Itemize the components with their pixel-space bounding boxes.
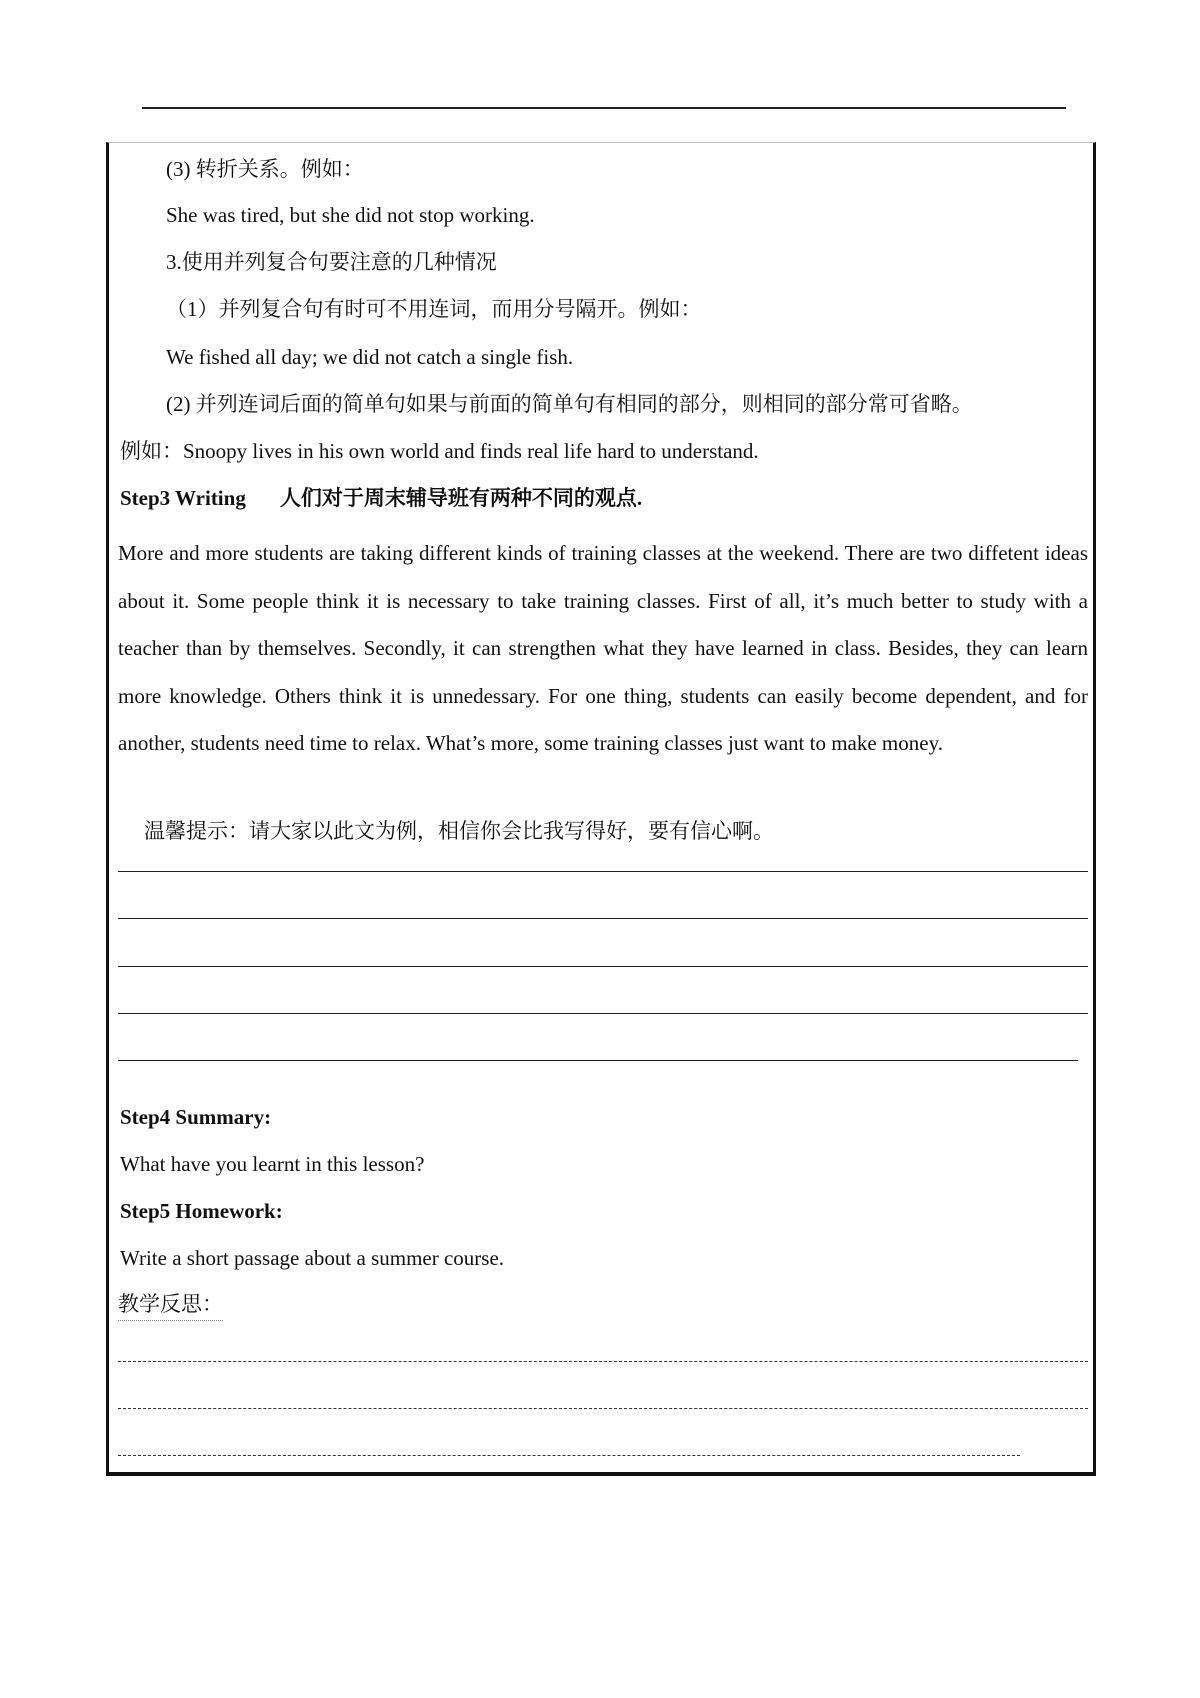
step3-heading: [120, 484, 642, 512]
sub1-example: We fished all day; we did not catch a single fish.: [166, 345, 574, 369]
sub1-heading: （1）并列复合句有时可不用连词，而用分号隔开。例如：: [166, 297, 702, 321]
step4-heading: Step4 Summary:: [120, 1105, 272, 1129]
sub2-example: 例如：Snoopy lives in his own world and finds real life hard to understand.: [120, 439, 759, 463]
reflection-line-2[interactable]: [118, 1408, 1088, 1409]
item3-heading: (3) 转折关系。例如：: [166, 157, 364, 181]
writing-line-5[interactable]: [118, 1060, 1078, 1061]
step3-title: 人们对于周末辅导班有两种不同的观点.: [279, 486, 643, 510]
step5-heading: Step5 Homework:: [120, 1199, 283, 1223]
reflection-line-1[interactable]: [118, 1361, 1088, 1362]
step5-task: Write a short passage about a summer course.: [120, 1246, 505, 1270]
step3-tip: 温馨提示：请大家以此文为例，相信你会比我写得好，要有信心啊。: [144, 819, 774, 843]
sub2-heading: (2) 并列连词后面的简单句如果与前面的简单句有相同的部分，则相同的部分常可省略。: [166, 392, 973, 416]
writing-line-2[interactable]: [118, 918, 1088, 919]
step3-label: Step3 Writing: [120, 486, 246, 510]
reflection-line-3[interactable]: [118, 1455, 1020, 1456]
writing-line-3[interactable]: [118, 966, 1088, 967]
writing-line-1[interactable]: [118, 871, 1088, 872]
header-rule: [142, 107, 1066, 109]
step3-passage: More and more students are taking different kinds of training classes at the weekend. There are two diffetent ideas about it. Some people think it is necessary to take training classes. First of all, it’s much better to study with a teacher than by themselves. Secondly, it can strengthen what they have learned in class. Besides, they can learn more knowledge. Others think it is unnedessary. For one thing, students can easily become dependent, and for another, students need time to relax. What’s more, some training classes just want to make money.: [118, 541, 1088, 755]
point3-heading: 3.使用并列复合句要注意的几种情况: [166, 250, 497, 274]
step4-question: What have you learnt in this lesson?: [120, 1152, 425, 1176]
reflection-label: 教学反思：: [118, 1290, 223, 1321]
item3-example: She was tired, but she did not stop working.: [166, 203, 535, 227]
writing-line-4[interactable]: [118, 1013, 1088, 1014]
